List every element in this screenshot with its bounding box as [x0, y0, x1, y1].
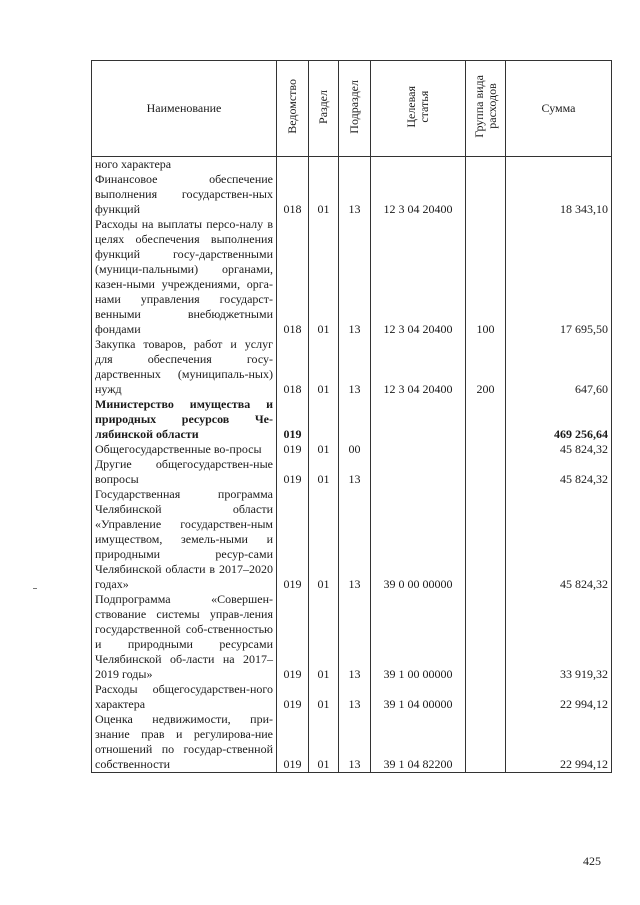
row-dept: 019: [277, 457, 309, 487]
header-group: Группа вида расходов: [466, 61, 506, 157]
row-name: Подпрограмма «Совершен-ствование системы управ-ления государственной соб-ственностью и природными ресурсами Челябинской об-ласти на 2017–2019 годы»: [92, 592, 277, 682]
header-target: Целевая статья: [371, 61, 466, 157]
row-group: [466, 457, 506, 487]
row-target: 39 0 00 00000: [371, 487, 466, 592]
row-name: Закупка товаров, работ и услуг для обеспечения госу-дарственных (муниципаль-ных) нужд: [92, 337, 277, 397]
row-name: Общегосударственные во-просы: [92, 442, 277, 457]
row-section: [309, 157, 339, 173]
row-section: 01: [309, 217, 339, 337]
row-sum: 647,60: [506, 337, 612, 397]
row-target: 39 1 04 82200: [371, 712, 466, 773]
budget-table: [91, 60, 612, 773]
row-dept: 018: [277, 172, 309, 217]
row-target: 12 3 04 20400: [371, 337, 466, 397]
row-subsection: 13: [339, 487, 371, 592]
row-section: [309, 397, 339, 442]
row-section: 01: [309, 487, 339, 592]
row-dept: 018: [277, 337, 309, 397]
row-name: Расходы общегосударствен-ного характера: [92, 682, 277, 712]
row-subsection: 13: [339, 712, 371, 773]
margin-mark: [33, 588, 37, 589]
header-row: [92, 61, 612, 157]
row-target: [371, 397, 466, 442]
row-subsection: 13: [339, 457, 371, 487]
row-sum: 18 343,10: [506, 172, 612, 217]
row-section: 01: [309, 712, 339, 773]
table-row: [92, 442, 612, 457]
row-group: 200: [466, 337, 506, 397]
row-section: 01: [309, 457, 339, 487]
row-sum: 33 919,32: [506, 592, 612, 682]
row-sum: [506, 157, 612, 173]
row-dept: [277, 157, 309, 173]
row-group: [466, 157, 506, 173]
row-group: 100: [466, 217, 506, 337]
row-subsection: [339, 397, 371, 442]
row-name: Другие общегосударствен-ные вопросы: [92, 457, 277, 487]
table-row: [92, 157, 612, 173]
row-group: [466, 397, 506, 442]
row-section: 01: [309, 172, 339, 217]
row-group: [466, 172, 506, 217]
row-section: 01: [309, 592, 339, 682]
row-name: Оценка недвижимости, при-знание прав и регулирова-ние отношений по государ-ственной собственности: [92, 712, 277, 773]
row-target: 12 3 04 20400: [371, 172, 466, 217]
header-section: Раздел: [309, 61, 339, 157]
row-sum: 22 994,12: [506, 712, 612, 773]
row-name: Расходы на выплаты персо-налу в целях обеспечения выполнения функций госу-дарственными (муници-пальными) органами, казен-ными учреждениями, орга-нами управления государст-венными внебюджетными фондами: [92, 217, 277, 337]
row-group: [466, 682, 506, 712]
table-row: [92, 172, 612, 217]
row-section: 01: [309, 337, 339, 397]
row-dept: 019: [277, 712, 309, 773]
row-group: [466, 487, 506, 592]
row-target: 39 1 00 00000: [371, 592, 466, 682]
row-name: ного характера: [92, 157, 277, 173]
table-row: [92, 397, 612, 442]
row-name: Финансовое обеспечение выполнения государствен-ных функций: [92, 172, 277, 217]
row-sum: 45 824,32: [506, 442, 612, 457]
row-subsection: 13: [339, 172, 371, 217]
row-sum: 469 256,64: [506, 397, 612, 442]
row-dept: 019: [277, 487, 309, 592]
header-sum: Сумма: [506, 61, 612, 157]
row-subsection: 13: [339, 337, 371, 397]
row-target: 12 3 04 20400: [371, 217, 466, 337]
row-dept: 019: [277, 592, 309, 682]
row-target: [371, 457, 466, 487]
row-section: 01: [309, 682, 339, 712]
row-sum: 45 824,32: [506, 457, 612, 487]
row-target: [371, 442, 466, 457]
row-subsection: [339, 157, 371, 173]
row-target: 39 1 04 00000: [371, 682, 466, 712]
table-row: [92, 712, 612, 773]
page-number: 425: [583, 854, 601, 868]
header-name: Наименование: [92, 61, 277, 157]
table-row: [92, 682, 612, 712]
row-sum: 17 695,50: [506, 217, 612, 337]
row-dept: 019: [277, 442, 309, 457]
table-row: [92, 487, 612, 592]
row-subsection: 13: [339, 217, 371, 337]
row-group: [466, 442, 506, 457]
header-dept: Ведомство: [277, 61, 309, 157]
row-group: [466, 712, 506, 773]
row-name: Министерство имущества и природных ресурсов Че-лябинской области: [92, 397, 277, 442]
header-subsection: Подраздел: [339, 61, 371, 157]
table-row: [92, 457, 612, 487]
row-target: [371, 157, 466, 173]
row-subsection: 00: [339, 442, 371, 457]
table-row: [92, 217, 612, 337]
row-dept: 019: [277, 397, 309, 442]
table-row: [92, 592, 612, 682]
row-group: [466, 592, 506, 682]
row-dept: 019: [277, 682, 309, 712]
row-subsection: 13: [339, 592, 371, 682]
row-dept: 018: [277, 217, 309, 337]
row-sum: 22 994,12: [506, 682, 612, 712]
table-row: [92, 337, 612, 397]
row-section: 01: [309, 442, 339, 457]
row-sum: 45 824,32: [506, 487, 612, 592]
row-name: Государственная программа Челябинской области «Управление государствен-ным имуществом, земель-ными и природными ресур-сами Челябинской области в 2017–2020 годах»: [92, 487, 277, 592]
row-subsection: 13: [339, 682, 371, 712]
